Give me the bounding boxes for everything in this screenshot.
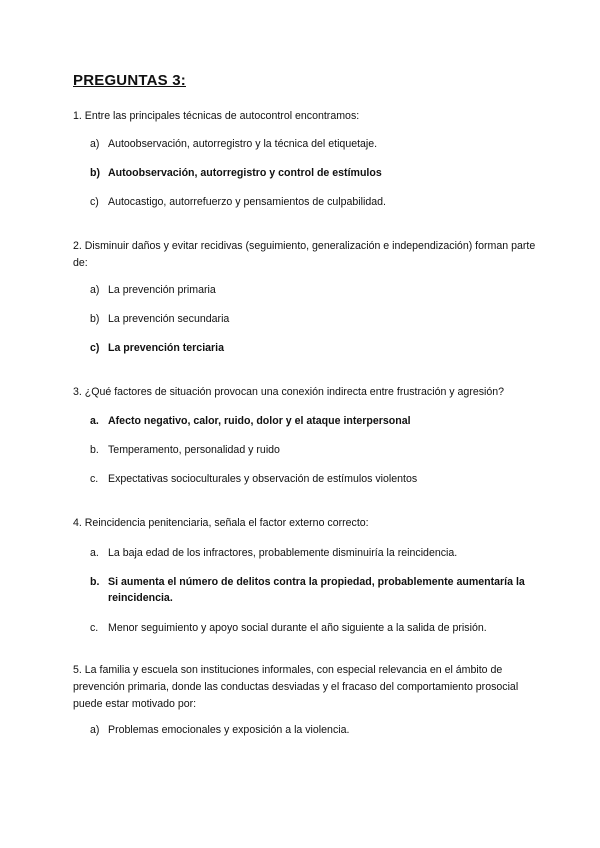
question-5-option-a [90, 722, 530, 738]
option-label: a. [90, 415, 99, 427]
question-4-option-b [90, 574, 530, 606]
question-3-option-b [90, 442, 530, 458]
option-text: Autoobservación, autorregistro y control de estímulos [108, 167, 382, 179]
question-3-option-c [90, 471, 530, 487]
option-label: a) [90, 284, 100, 296]
question-5: 5. La familia y escuela son instituciones informales, con especial relevancia en el ámbito de prevención primaria, donde las conductas desviadas y el fracaso del comportamiento prosocial puede estar motivado por: [73, 664, 519, 710]
option-label: c. [90, 622, 99, 634]
question-2: 2. Disminuir daños y evitar recidivas (seguimiento, generalización e independización) forman parte de: [73, 240, 536, 269]
question-1-option-b [90, 165, 530, 181]
option-label: c) [90, 342, 100, 354]
option-label: b. [90, 576, 100, 588]
option-text: Problemas emocionales y exposición a la violencia. [108, 724, 350, 736]
option-text: La prevención secundaria [108, 313, 230, 325]
option-label: c) [90, 196, 99, 208]
option-text: Expectativas socioculturales y observación de estímulos violentos [108, 473, 418, 485]
option-label: b) [90, 167, 100, 179]
option-text: Si aumenta el número de delitos contra la propiedad, probablemente aumentaría la reincidencia. [108, 576, 525, 604]
question-1-option-c [90, 194, 530, 210]
question-2-option-b [90, 311, 530, 327]
option-label: b) [90, 313, 100, 325]
question-3: 3. ¿Qué factores de situación provocan una conexión indirecta entre frustración y agresión? [73, 386, 505, 398]
option-label: b. [90, 444, 99, 456]
page-title: PREGUNTAS 3: [73, 72, 186, 89]
option-text: Afecto negativo, calor, ruido, dolor y el ataque interpersonal [108, 415, 411, 427]
option-text: La baja edad de los infractores, probablemente disminuiría la reincidencia. [108, 547, 458, 559]
question-4: 4. Reincidencia penitenciaria, señala el factor externo correcto: [73, 517, 369, 529]
question-2-option-a [90, 282, 530, 298]
option-text: Autocastigo, autorrefuerzo y pensamientos de culpabilidad. [108, 196, 386, 208]
option-label: c. [90, 473, 99, 485]
question-4-option-a [90, 545, 530, 561]
option-text: Temperamento, personalidad y ruido [108, 444, 280, 456]
question-1: 1. Entre las principales técnicas de autocontrol encontramos: [73, 110, 360, 122]
question-1-option-a [90, 136, 530, 152]
question-2-option-c [90, 340, 530, 356]
option-text: La prevención terciaria [108, 342, 224, 354]
option-text: Menor seguimiento y apoyo social durante el año siguiente a la salida de prisión. [108, 622, 487, 634]
option-text: La prevención primaria [108, 284, 216, 296]
option-label: a. [90, 547, 99, 559]
option-text: Autoobservación, autorregistro y la técnica del etiquetaje. [108, 138, 378, 150]
question-4-option-c [90, 620, 530, 636]
question-3-option-a [90, 413, 530, 429]
option-label: a) [90, 724, 100, 736]
option-label: a) [90, 138, 100, 150]
